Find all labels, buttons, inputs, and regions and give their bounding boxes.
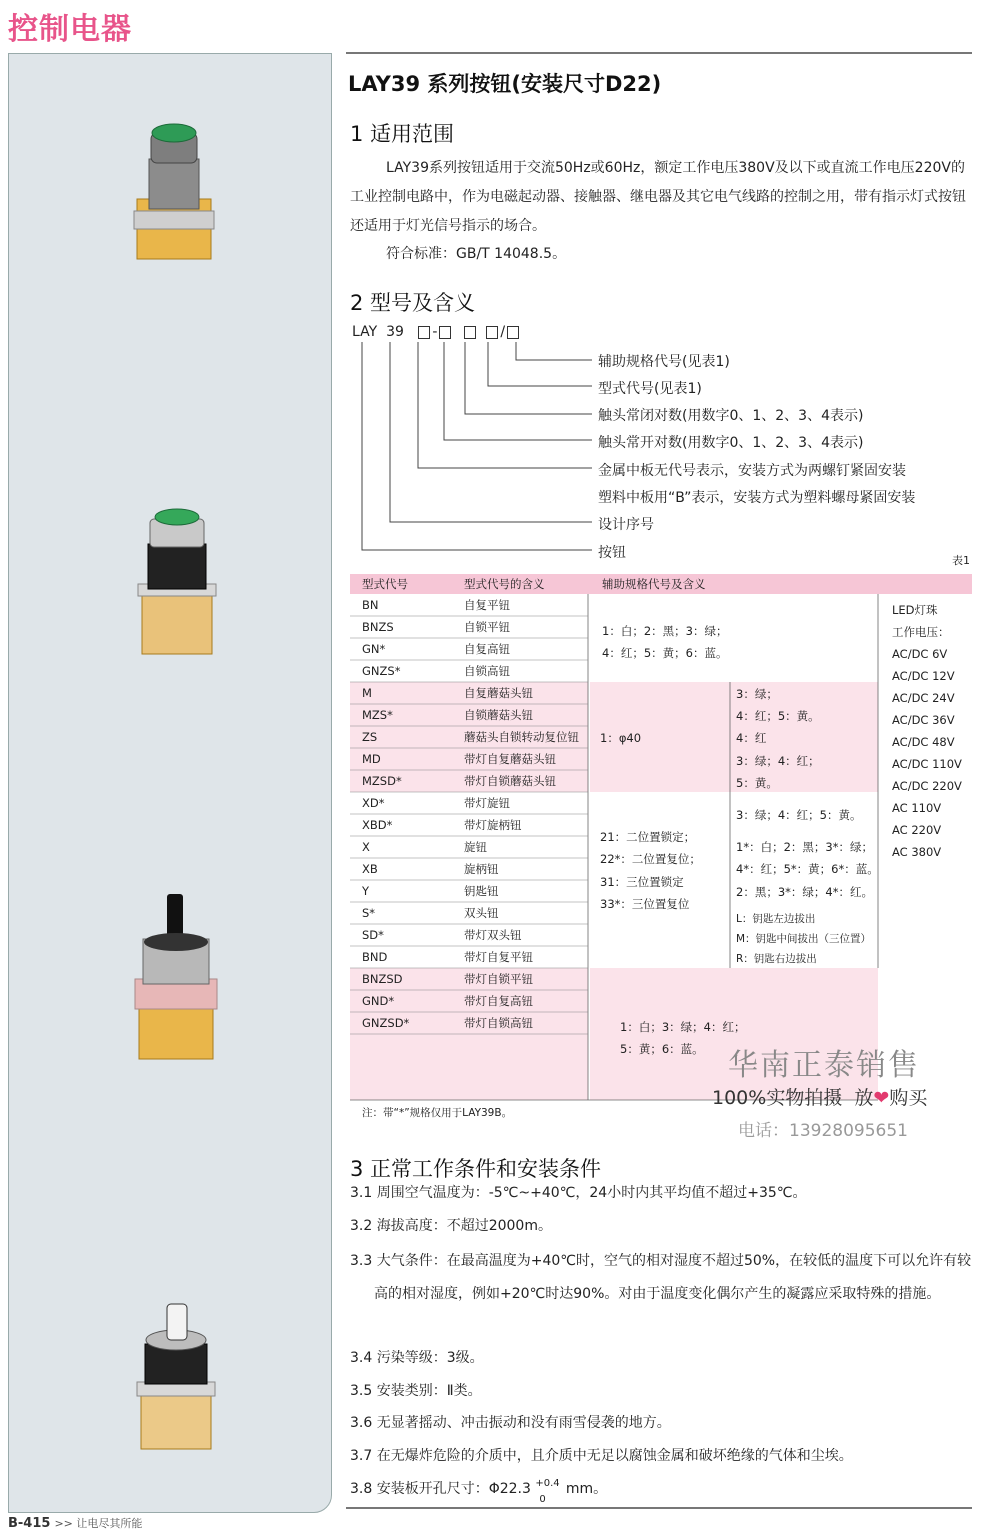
led-voltage-line: LED灯珠: [892, 603, 938, 617]
row-code: MZS*: [362, 708, 393, 722]
section-title: 控制电器: [8, 12, 132, 47]
row-code: MD: [362, 752, 381, 766]
aux-m-1: 3：绿；: [736, 687, 778, 701]
footer-slogan: >> 让电尽其所能: [54, 1517, 143, 1530]
top-rule: [346, 52, 972, 54]
table-row: [362, 906, 499, 920]
model-item-3: 触头常闭对数(用数字0、1、2、3、4表示): [598, 408, 864, 424]
row-code: BNZS: [362, 620, 394, 634]
row-meaning: 带灯自锁蘑菇头钮: [464, 774, 556, 788]
row-meaning: 带灯自复平钮: [464, 950, 533, 964]
table-row: [362, 598, 510, 612]
section-3-item-5: 3.5 安装类别：Ⅱ类。: [350, 1383, 482, 1399]
aux-xd: 3：绿；4：红；5：黄。: [736, 808, 862, 822]
aux-md-1: 3：绿；4：红；: [736, 754, 820, 768]
row-code: SD*: [362, 928, 384, 942]
row-code: BNZSD: [362, 972, 403, 986]
aux-x-1: 21：二位置锁定；: [600, 830, 696, 844]
model-prefix: LAY 39: [352, 324, 404, 340]
table-row: [362, 840, 487, 854]
row-meaning: 自锁高钮: [464, 664, 510, 678]
row-code: GND*: [362, 994, 395, 1008]
col-header-meaning: 型式代号的含义: [464, 577, 545, 591]
row-meaning: 带灯自复高钮: [464, 994, 533, 1008]
section-3-title: 3 正常工作条件和安装条件: [350, 1157, 602, 1181]
product-sidebar: [8, 53, 332, 1513]
aux-x-4: 33*：三位置复位: [600, 897, 690, 911]
led-voltage-line: AC/DC 48V: [892, 735, 955, 749]
row-code: GN*: [362, 642, 386, 656]
row-code: M: [362, 686, 372, 700]
product-image-flat-button: [129, 119, 219, 279]
led-voltage-line: AC 220V: [892, 823, 942, 837]
row-meaning: 带灯双头钮: [464, 928, 522, 942]
table-note: 注：带“*”规格仅用于LAY39B。: [362, 1107, 513, 1119]
led-voltage-line: AC/DC 36V: [892, 713, 955, 727]
item-8-suffix: mm。: [565, 1481, 608, 1497]
led-voltage-line: 工作电压：: [892, 625, 950, 639]
section-1-standard: 符合标准：GB/T 14048.5。: [386, 246, 567, 262]
watermark-slogan-a: 100%实物拍摄 放: [712, 1087, 874, 1109]
row-meaning: 双头钮: [464, 906, 499, 920]
section-3-item-6: 3.6 无显著摇动、冲击振动和没有雨雪侵袭的地方。: [350, 1415, 671, 1431]
row-meaning: 自锁平钮: [464, 620, 510, 634]
bottom-rule: [346, 1507, 972, 1509]
led-voltage-line: AC/DC 6V: [892, 647, 948, 661]
model-box-3: [464, 326, 476, 339]
table-label: 表1: [952, 554, 970, 567]
item-8-prefix: 3.8 安装板开孔尺寸：Φ22.3: [350, 1481, 531, 1497]
aux-x-3: 31：三位置锁定: [600, 875, 684, 889]
col-header-code: 型式代号: [362, 577, 408, 591]
row-meaning: 自复平钮: [464, 598, 510, 612]
aux-md-2: 5：黄。: [736, 776, 778, 790]
row-meaning: 旋钮: [464, 840, 487, 854]
footer: [8, 1515, 142, 1531]
model-box-4: [486, 326, 498, 339]
model-box-2: [439, 326, 451, 339]
product-image-lamp-button: [134, 499, 219, 659]
watermark-company: 华南正泰销售: [728, 1048, 920, 1083]
aux-zs: 4：红: [736, 731, 767, 745]
model-item-1: 辅助规格代号(见表1): [598, 354, 730, 370]
table-row: [362, 928, 522, 942]
aux-xb: 2：黑；3*：绿；4*：红。: [736, 885, 873, 899]
item-8-tolerance-lower: 0: [539, 1494, 546, 1505]
model-item-4: 触头常开对数(用数字0、1、2、3、4表示): [598, 435, 864, 451]
row-code: XBD*: [362, 818, 393, 832]
row-code: BN: [362, 598, 379, 612]
aux-s-1: 1：白；3：绿；4：红；: [620, 1020, 746, 1034]
watermark-slogan-b: 购买: [889, 1087, 928, 1109]
row-code: GNZS*: [362, 664, 401, 678]
page-number: B-415: [8, 1516, 51, 1531]
col-header-aux: 辅助规格代号及含义: [602, 577, 706, 591]
table-row: [362, 642, 510, 656]
model-sep-1: -: [432, 324, 438, 340]
row-meaning: 自复高钮: [464, 642, 510, 656]
aux-y-3: R：钥匙右边拔出: [736, 953, 817, 965]
led-voltage-line: AC/DC 24V: [892, 691, 955, 705]
section-3-item-3: 3.3 大气条件：在最高温度为+40℃时，空气的相对湿度不超过50%，在较低的温度下可以允许有较高的相对湿度，例如+20℃时达90%。对由于温度变化偶尔产生的凝露应采取特殊的措施。: [350, 1253, 972, 1302]
row-code: GNZSD*: [362, 1016, 410, 1030]
row-meaning: 带灯自锁平钮: [464, 972, 533, 986]
model-leader-lines: [350, 340, 610, 560]
table-row: [362, 818, 522, 832]
led-voltage-line: AC 380V: [892, 845, 942, 859]
model-item-2: 型式代号(见表1): [598, 381, 702, 397]
aux-xr-1: 1*：白；2：黑；3*：绿；: [736, 840, 873, 854]
model-item-5: 金属中板无代号表示，安装方式为两螺钉紧固安装: [598, 463, 906, 479]
section-3-item-7: 3.7 在无爆炸危险的介质中，且介质中无足以腐蚀金属和破坏绝缘的气体和尘埃。: [350, 1448, 853, 1464]
row-code: BND: [362, 950, 388, 964]
row-code: MZSD*: [362, 774, 402, 788]
led-voltage-line: AC 110V: [892, 801, 942, 815]
aux-m-2: 4：红；5：黄。: [736, 709, 820, 723]
page-title: LAY39 系列按钮(安装尺寸D22): [348, 72, 662, 96]
row-code: X: [362, 840, 370, 854]
aux-y-2: M：钥匙中间拔出（三位置）: [736, 933, 872, 945]
model-item-7: 设计序号: [598, 517, 654, 533]
row-meaning: 蘑菇头自锁转动复位钮: [464, 730, 579, 744]
section-3-item-4: 3.4 污染等级：3级。: [350, 1350, 484, 1366]
table-row: [362, 664, 510, 678]
section-3-item-1: 3.1 周围空气温度为：-5℃~+40℃，24小时内其平均值不超过+35℃。: [350, 1185, 807, 1201]
row-meaning: 带灯旋钮: [464, 796, 510, 810]
product-image-key-switch: [131, 1274, 221, 1454]
aux-s-2: 5：黄；6：蓝。: [620, 1042, 704, 1056]
aux-color-2: 4：红；5：黄；6：蓝。: [602, 646, 728, 660]
watermark-slogan: [712, 1083, 927, 1110]
item-8-tolerance-upper: +0.4: [535, 1478, 560, 1489]
row-meaning: 自复蘑菇头钮: [464, 686, 533, 700]
led-voltage-line: AC/DC 12V: [892, 669, 955, 683]
row-code: Y: [362, 884, 370, 898]
section-2-title: 2 型号及含义: [350, 291, 476, 315]
row-meaning: 带灯自锁高钮: [464, 1016, 533, 1030]
table-row: [362, 862, 499, 876]
model-code: [352, 324, 521, 340]
row-meaning: 带灯自复蘑菇头钮: [464, 752, 556, 766]
model-box-5: [507, 326, 519, 339]
row-code: XD*: [362, 796, 385, 810]
aux-xr-2: 4*：红；5*：黄；6*：蓝。: [736, 862, 879, 876]
row-meaning: 带灯旋柄钮: [464, 818, 522, 832]
section-3-item-8: [350, 1475, 975, 1504]
row-meaning: 自锁蘑菇头钮: [464, 708, 533, 722]
watermark-phone: 电话：13928095651: [738, 1121, 908, 1141]
row-meaning: 钥匙钮: [464, 884, 499, 898]
row-code: XB: [362, 862, 378, 876]
aux-phi: 1：φ40: [600, 731, 642, 745]
led-voltage-line: AC/DC 110V: [892, 757, 962, 771]
table-row: [362, 950, 533, 964]
aux-color-1: 1：白；2：黑；3：绿；: [602, 624, 728, 638]
row-meaning: 旋柄钮: [464, 862, 499, 876]
table-row: [362, 796, 510, 810]
model-sep-2: /: [500, 324, 506, 340]
model-item-8: 按钮: [598, 545, 626, 561]
aux-x-2: 22*：二位置复位；: [600, 852, 701, 866]
row-code: ZS: [362, 730, 378, 744]
aux-y-1: L：钥匙左边拔出: [736, 913, 816, 925]
table-row: [361, 884, 499, 898]
table-row: [362, 620, 510, 634]
product-image-selector-knob: [129, 884, 224, 1064]
heart-icon: ❤: [873, 1087, 890, 1109]
section-1-title: 1 适用范围: [350, 122, 455, 146]
section-1-text: LAY39系列按钮适用于交流50Hz或60Hz，额定工作电压380V及以下或直流工作电压220V的工业控制电路中，作为电磁起动器、接触器、继电器及其它电气线路的控制之用，带有指示灯式按钮还适用于灯光信号指示的场合。: [350, 160, 966, 234]
section-3-item-2: 3.2 海拔高度：不超过2000m。: [350, 1218, 552, 1234]
model-box-1: [418, 326, 430, 339]
row-code: S*: [362, 906, 376, 920]
model-item-6: 塑料中板用“B”表示，安装方式为塑料螺母紧固安装: [598, 490, 916, 506]
led-voltage-line: AC/DC 220V: [892, 779, 962, 793]
